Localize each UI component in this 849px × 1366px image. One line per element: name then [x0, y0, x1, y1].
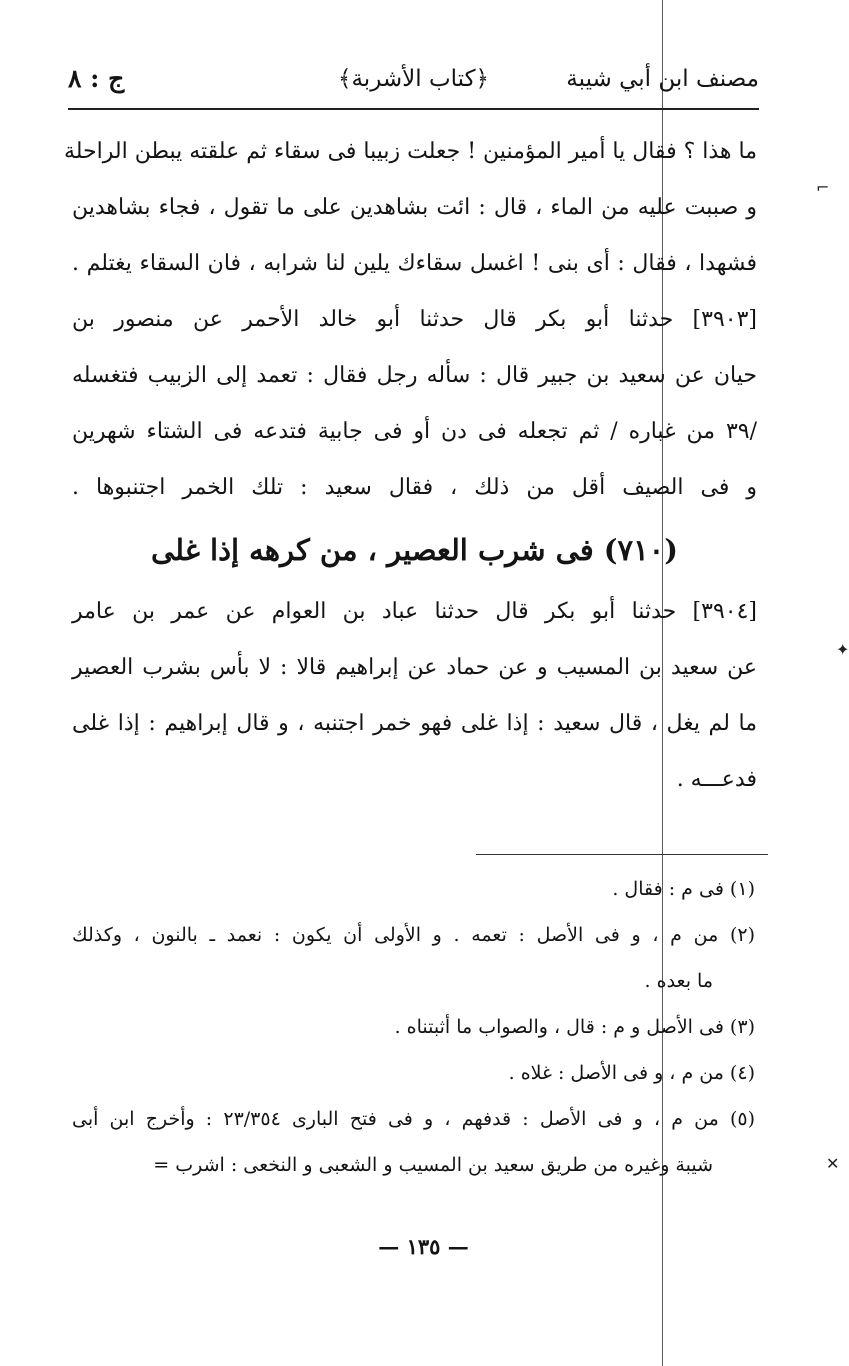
footnote-4: (٤) من م ، و فى الأصل : غلاه .	[508, 1062, 755, 1084]
text-line: حيان عن سعيد بن جبير قال : سأله رجل فقال : تعمد إلى الزبيب فتغسله	[72, 363, 757, 388]
hadith-3903: [٣٩٠٣] حدثنا أبو بكر قال حدثنا أبو خالد الأحمر عن منصور بن	[72, 307, 757, 332]
footnote-5-continued: شيبة وغيره من طريق سعيد بن المسيب و الشعبى و النخعى : اشرب =	[153, 1154, 713, 1176]
footnote-1: (١) فى م : فقال .	[612, 878, 755, 900]
running-header	[68, 58, 759, 108]
section-heading: (٧١٠) فى شرب العصير ، من كرهه إذا غلى	[151, 533, 678, 567]
footnote-3: (٣) فى الأصل و م : قال ، والصواب ما أثبتناه .	[394, 1016, 755, 1038]
main-text	[63, 124, 757, 808]
chapter-title: ﴿كتاب الأشربة﴾	[337, 66, 490, 92]
margin-mark: ✦	[836, 640, 849, 659]
hadith-3904: [٣٩٠٤] حدثنا أبو بكر قال حدثنا عباد بن العوام عن عمر بن عامر	[72, 599, 757, 624]
footnote-5: (٥) من م ، و فى الأصل : قدفهم ، و فى فتح البارى ٢٣/٣٥٤ : وأخرج ابن أبى	[72, 1108, 755, 1130]
header-rule	[68, 108, 759, 110]
footnotes	[72, 866, 755, 1188]
margin-mark: ⌐	[816, 178, 830, 197]
text-line: فدعـــه .	[676, 767, 757, 792]
volume-number: ج : ٨	[68, 64, 125, 93]
text-line: ما لم يغل ، قال سعيد : إذا غلى فهو خمر اجتنبه ، و قال إبراهيم : إذا غلى	[72, 711, 757, 736]
footnote-rule	[476, 854, 768, 855]
margin-mark: ✕	[826, 1154, 840, 1173]
text-line: ما هذا ؟ فقال يا أمير المؤمنين ! جعلت زبيبا فى سقاء ثم علقته يبطن الراحلة	[63, 139, 757, 164]
text-line: و صببت عليه من الماء ، قال : ائت بشاهدين على ما تقول ، فجاء بشاهدين	[72, 195, 757, 220]
page-number: — ١٣٥ —	[378, 1234, 469, 1259]
text-line: عن سعيد بن المسيب و عن حماد عن إبراهيم قالا : لا بأس بشرب العصير	[72, 655, 757, 680]
text-line: فشهدا ، فقال : أى بنى ! اغسل سقاءك يلين لنا شرابه ، فان السقاء يغتلم .	[72, 251, 757, 276]
text-line: و فى الصيف أقل من ذلك ، فقال سعيد : تلك الخمر اجتنبوها .	[72, 475, 757, 500]
footnote-2: (٢) من م ، و فى الأصل : تعمه . و الأولى أن يكون : نعمد ـ بالنون ، وكذلك	[72, 924, 755, 946]
text-line: /٣٩ من غباره / ثم تجعله فى دن أو فى جابية فتدعه فى الشتاء شهرين	[72, 419, 757, 444]
footnote-2-continued: ما بعده .	[644, 970, 713, 992]
book-title: مصنف ابن أبي شيبة	[566, 66, 759, 92]
